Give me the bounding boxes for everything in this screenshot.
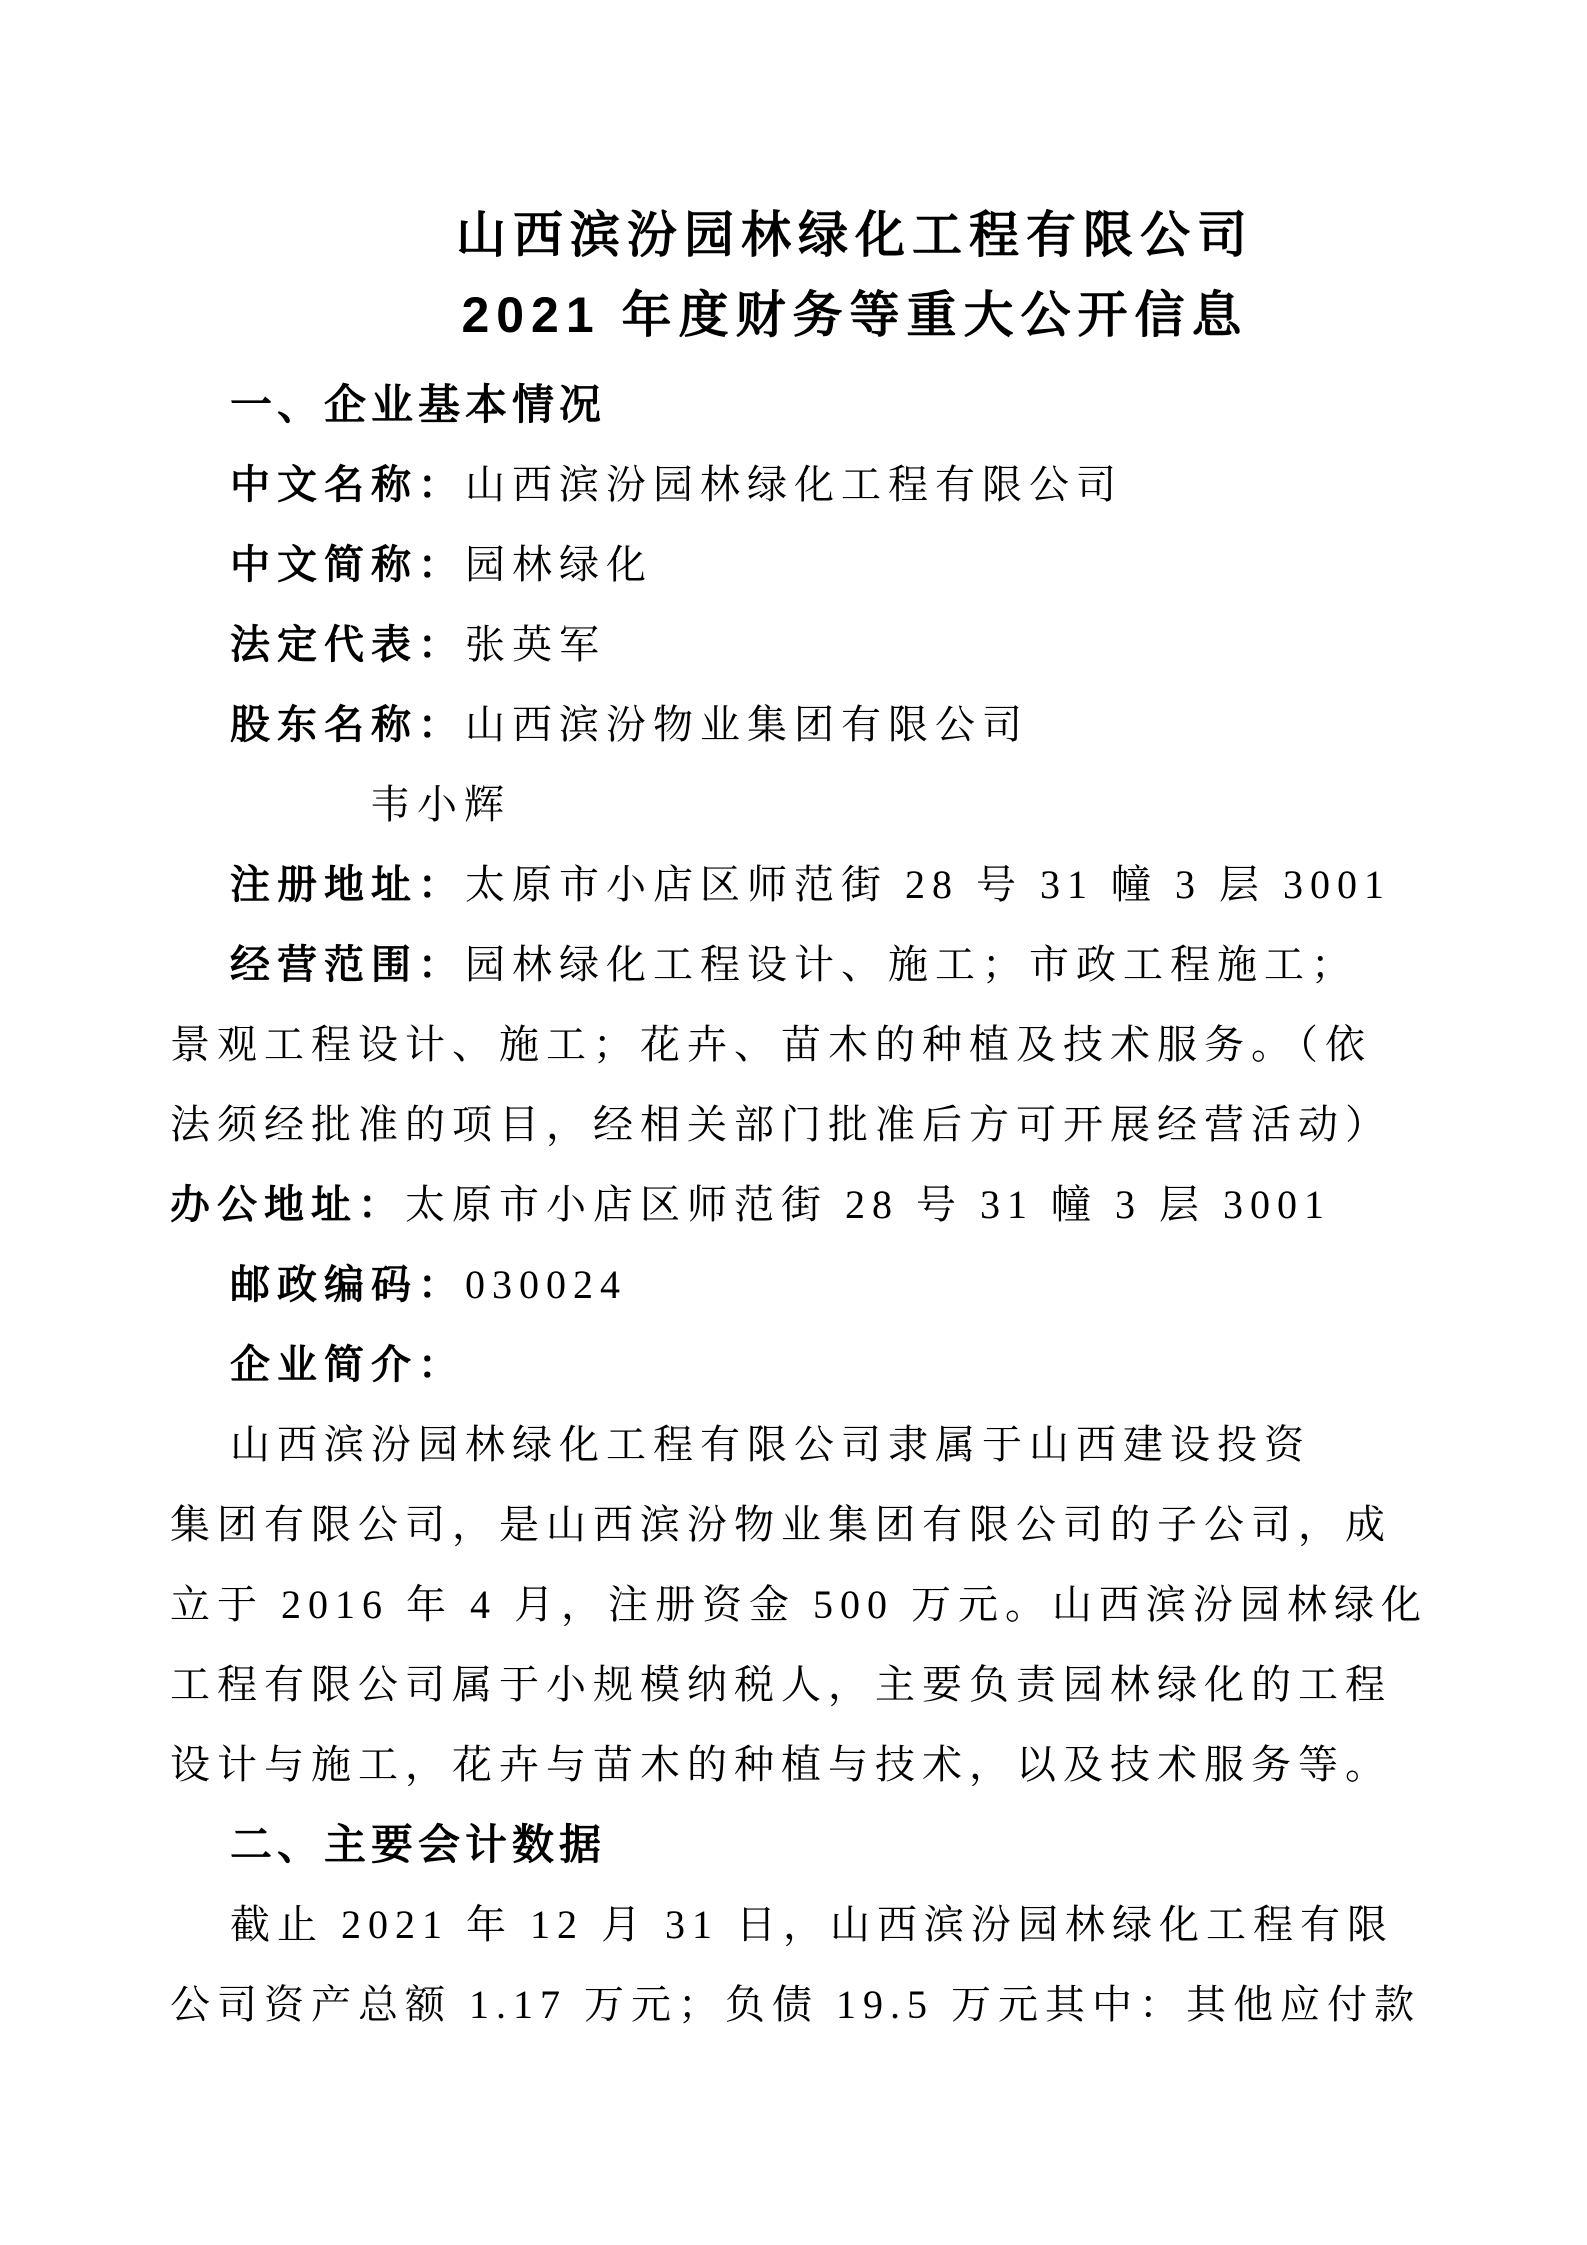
profile-line-3	[170, 1565, 1428, 1645]
document-title	[170, 195, 1420, 355]
field-company-profile-label: 企业简介：	[230, 1342, 465, 1387]
profile-line-2	[170, 1485, 1420, 1565]
field-registered-address	[230, 845, 1420, 925]
field-postal-code-text: 030024	[465, 1262, 627, 1307]
profile-line-5-text: 设计与施工，花卉与苗木的种植与技术，以及技术服务等。	[170, 1742, 1392, 1787]
field-registered-address-text: 太原市小店区师范街 28 号 31 幢 3 层 3001	[465, 862, 1391, 907]
business-scope-wrap-1-text: 景观工程设计、施工；花卉、苗木的种植及技术服务。（依	[170, 1022, 1372, 1067]
profile-line-2-text: 集团有限公司，是山西滨汾物业集团有限公司的子公司，成	[170, 1502, 1392, 1547]
section-2-heading	[230, 1805, 1420, 1885]
field-company-profile	[230, 1325, 1420, 1405]
field-chinese-short-name	[230, 525, 1420, 605]
accounting-line-2-text: 公司资产总额 1.17 万元；负债 19.5 万元其中：其他应付款	[170, 1982, 1421, 2027]
field-chinese-name-label: 中文名称：	[230, 462, 465, 507]
business-scope-wrap-2	[170, 1085, 1420, 1165]
profile-line-4-text: 工程有限公司属于小规模纳税人，主要负责园林绿化的工程	[170, 1662, 1392, 1707]
field-office-address-text: 太原市小店区师范街 28 号 31 幢 3 层 3001	[405, 1182, 1331, 1227]
field-office-address-label: 办公地址：	[170, 1182, 405, 1227]
field-postal-code-label: 邮政编码：	[230, 1262, 465, 1307]
field-business-scope-text: 园林绿化工程设计、施工；市政工程施工；	[465, 942, 1358, 987]
document-body	[170, 365, 1428, 2045]
field-shareholder-name-2-text: 韦小辉	[370, 782, 511, 827]
field-shareholder-name-label: 股东名称：	[230, 702, 465, 747]
business-scope-wrap-2-text: 法须经批准的项目，经相关部门批准后方可开展经营活动）	[170, 1102, 1392, 1147]
field-legal-representative-text: 张英军	[465, 622, 606, 667]
document-title-line-1: 山西滨汾园林绿化工程有限公司	[456, 207, 1254, 263]
accounting-line-1-text: 截止 2021 年 12 月 31 日，山西滨汾园林绿化工程有限	[230, 1902, 1394, 1947]
field-shareholder-name	[230, 685, 1420, 765]
field-shareholder-name-2	[370, 765, 1420, 845]
section-1-heading-text: 一、企业基本情况	[230, 381, 607, 428]
field-office-address	[170, 1165, 1420, 1245]
profile-line-1	[230, 1405, 1420, 1485]
section-1-heading	[230, 365, 1420, 445]
business-scope-wrap-1	[170, 1005, 1420, 1085]
profile-line-3-text: 立于 2016 年 4 月，注册资金 500 万元。山西滨汾园林绿化	[170, 1582, 1428, 1627]
field-business-scope	[230, 925, 1420, 1005]
field-legal-representative	[230, 605, 1420, 685]
accounting-line-1	[230, 1885, 1420, 1965]
field-chinese-short-name-text: 园林绿化	[465, 542, 653, 587]
profile-line-5	[170, 1725, 1420, 1805]
field-postal-code	[230, 1245, 1420, 1325]
field-legal-representative-label: 法定代表：	[230, 622, 465, 667]
field-chinese-short-name-label: 中文简称：	[230, 542, 465, 587]
profile-line-4	[170, 1645, 1420, 1725]
field-chinese-name-text: 山西滨汾园林绿化工程有限公司	[465, 462, 1123, 507]
field-shareholder-name-text: 山西滨汾物业集团有限公司	[465, 702, 1029, 747]
profile-line-1-text: 山西滨汾园林绿化工程有限公司隶属于山西建设投资	[230, 1422, 1311, 1467]
field-registered-address-label: 注册地址：	[230, 862, 465, 907]
document-title-line-2: 2021 年度财务等重大公开信息	[461, 287, 1249, 343]
section-2-heading-text: 二、主要会计数据	[230, 1821, 607, 1868]
field-business-scope-label: 经营范围：	[230, 942, 465, 987]
accounting-line-2	[170, 1965, 1420, 2045]
field-chinese-name	[230, 445, 1420, 525]
